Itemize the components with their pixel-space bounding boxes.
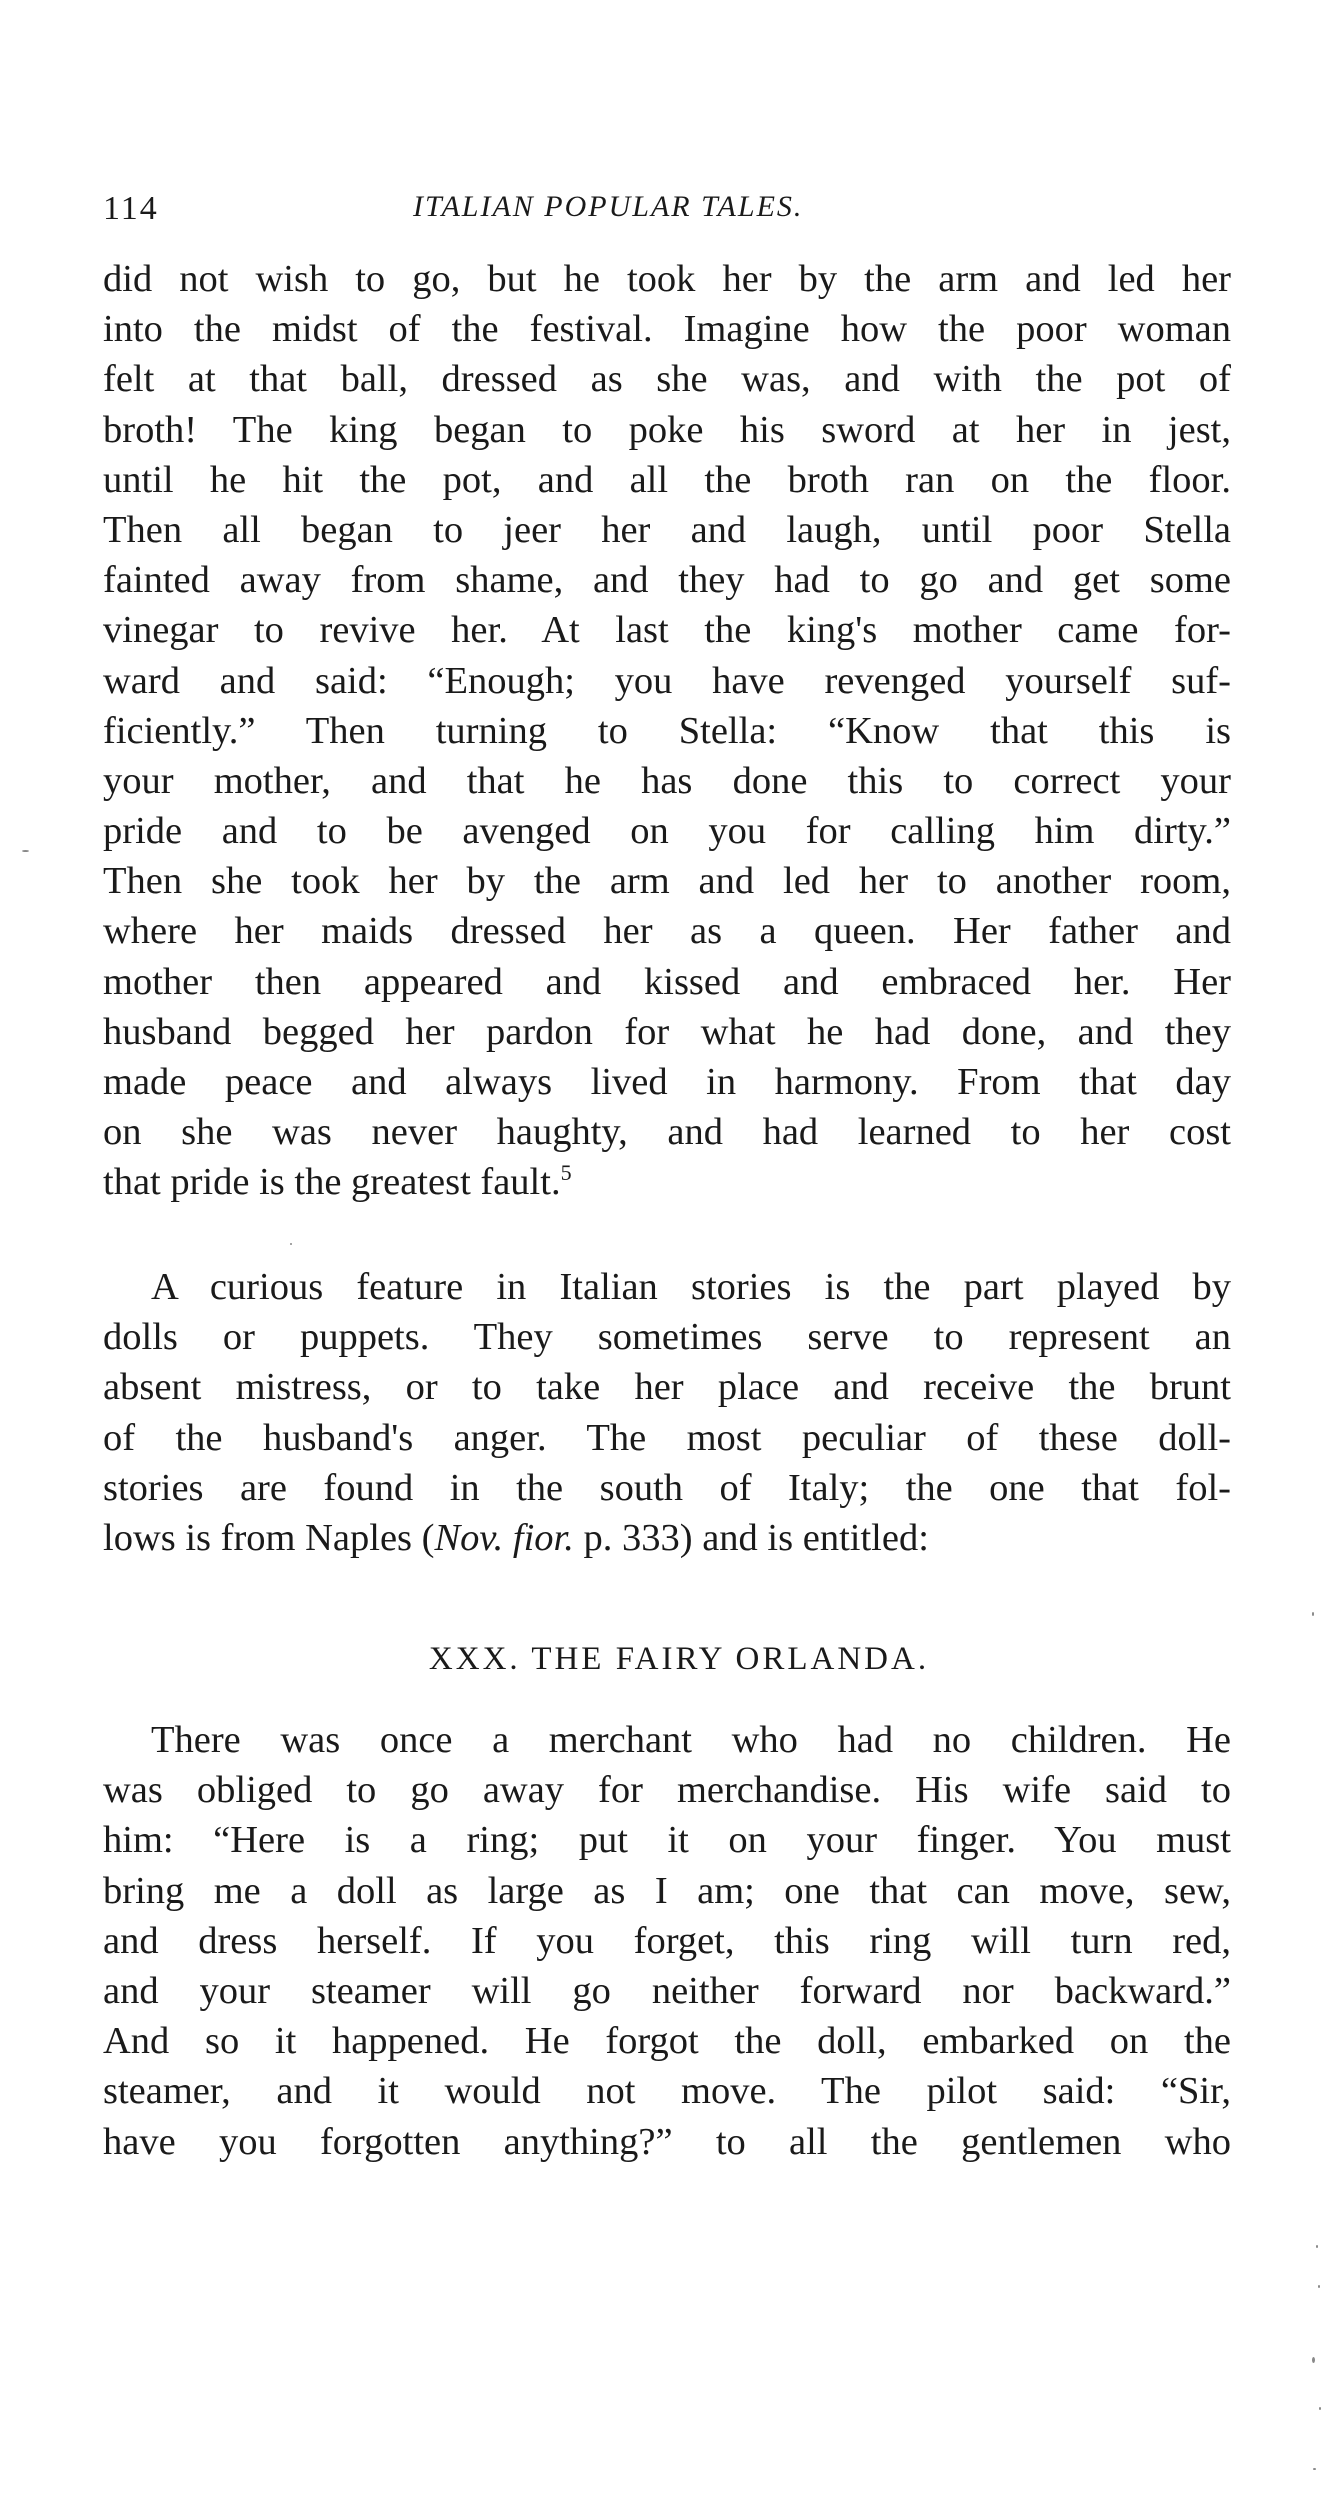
paragraph-stella-ending (103, 254, 1231, 1208)
text-line: your mother, and that he has done this to correct your (103, 759, 1231, 802)
text-line: felt at that ball, dressed as she was, and with the pot of (103, 358, 1231, 401)
scan-speck (1319, 2407, 1321, 2410)
text-line: fainted away from shame, and they had to go and get some (103, 559, 1231, 602)
running-head (103, 190, 933, 230)
text-line: and dress herself. If you forget, this ring will turn red, (103, 1919, 1231, 1962)
text-line: steamer, and it would not move. The pilot said: “Sir, (103, 2070, 1231, 2113)
text-line: mother then appeared and kissed and embraced her. Her (103, 960, 1231, 1003)
text-line: was obliged to go away for merchandise. His wife said to (103, 1769, 1231, 1812)
text-line: Then all began to jeer her and laugh, until poor Stella (103, 508, 1231, 551)
text-line-content: p. 333) and is entitled: (573, 1516, 929, 1559)
scan-speck (1312, 1612, 1314, 1616)
running-title: ITALIAN POPULAR TALES. (413, 190, 804, 223)
scan-speck (1313, 2468, 1316, 2470)
scan-speck (1312, 2357, 1315, 2363)
scan-speck (1316, 2245, 1318, 2248)
text-line: husband begged her pardon for what he had done, and they (103, 1010, 1231, 1053)
text-line: where her maids dressed her as a queen. Her father and (103, 910, 1231, 953)
paragraph-fairy-orlanda (103, 1715, 1231, 2167)
text-line: have you forgotten anything?” to all the gentlemen who (103, 2120, 1231, 2163)
text-line: And so it happened. He forgot the doll, embarked on the (103, 2020, 1231, 2063)
text-line: ficiently.” Then turning to Stella: “Know that this is (103, 709, 1231, 752)
story-title-text: XXX. THE FAIRY ORLANDA. (428, 1641, 930, 1677)
citation: Nov. fior. (434, 1516, 574, 1559)
text-line: Then she took her by the arm and led her to another room, (103, 860, 1231, 903)
text-line: There was once a merchant who had no children. He (151, 1719, 1231, 1761)
text-line-content: that pride is the greatest fault. (103, 1161, 561, 1204)
scan-speck (22, 850, 29, 852)
text-line: him: “Here is a ring; put it on your finger. You must (103, 1819, 1231, 1862)
page-number: 114 (103, 190, 159, 227)
text-line: into the midst of the festival. Imagine how the poor woman (103, 308, 1231, 351)
text-line: on she was never haughty, and had learned to her cost (103, 1111, 1231, 1154)
paragraph-doll-stories (103, 1262, 1231, 1563)
text-line: absent mistress, or to take her place and receive the brunt (103, 1366, 1231, 1409)
text-line (103, 1513, 1231, 1563)
text-line (103, 1157, 1231, 1207)
text-line: dolls or puppets. They sometimes serve to represent an (103, 1316, 1231, 1359)
text-line: broth! The king began to poke his sword at her in jest, (103, 408, 1231, 451)
text-line: A curious feature in Italian stories is the part played by (151, 1266, 1231, 1308)
text-line: pride and to be avenged on you for calling him dirty.” (103, 810, 1231, 853)
story-title (103, 1641, 1231, 1678)
text-line: stories are found in the south of Italy; the one that fol- (103, 1466, 1231, 1509)
footnote-marker: 5 (560, 1160, 572, 1186)
text-line: ward and said: “Enough; you have revenged yourself suf- (103, 659, 1231, 702)
text-line: of the husband's anger. The most peculiar of these doll- (103, 1416, 1231, 1459)
text-line: bring me a doll as large as I am; one that can move, sew, (103, 1869, 1231, 1912)
scan-speck (1318, 2285, 1320, 2288)
text-line: made peace and always lived in harmony. From that day (103, 1061, 1231, 1103)
scan-speck (290, 1243, 292, 1245)
text-line: and your steamer will go neither forward nor backward.” (103, 1969, 1231, 2012)
text-line: until he hit the pot, and all the broth ran on the floor. (103, 458, 1231, 501)
text-line: did not wish to go, but he took her by the arm and led her (103, 258, 1231, 300)
text-line-content: lows is from Naples ( (103, 1516, 435, 1559)
text-line: vinegar to revive her. At last the king's mother came for- (103, 609, 1231, 652)
